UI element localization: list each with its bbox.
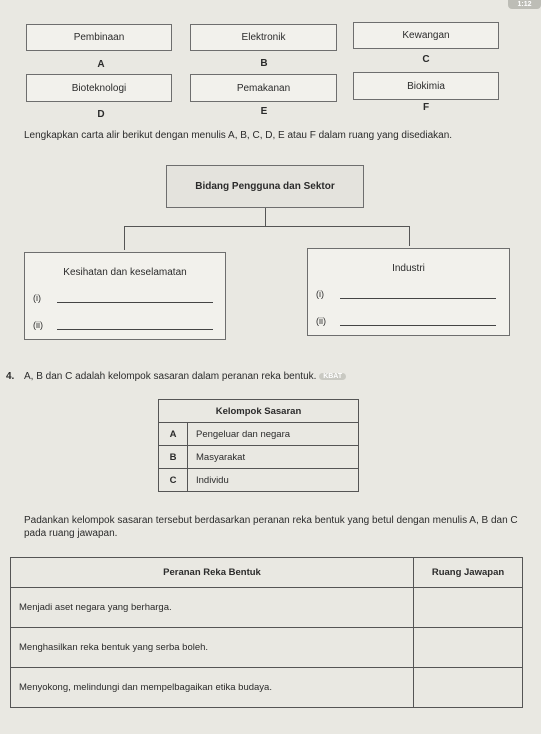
instruction-text: Lengkapkan carta alir berikut dengan menulis A, B, C, D, E atau F dalam ruang yang disediakan. [24, 130, 453, 141]
chart-root-label: Bidang Pengguna dan Sektor [195, 181, 335, 192]
answer-row [11, 628, 523, 668]
answer-blank[interactable] [57, 302, 213, 303]
matching-instruction: Padankan kelompok sasaran tersebut berdasarkan peranan reka bentuk yang betul dengan menulis A, B dan C pada ruang jawapan. [24, 515, 518, 539]
connector-line [265, 208, 266, 226]
option-label: Biokimia [407, 80, 445, 92]
row-code: A [159, 423, 188, 446]
answer-blank[interactable] [57, 329, 213, 330]
option-box-biokimia [353, 72, 499, 100]
option-box-bioteknologi [26, 74, 172, 102]
option-label: Pembinaan [73, 32, 125, 43]
answer-space[interactable] [414, 628, 523, 668]
chart-right-title: Industri [392, 263, 425, 274]
option-label: Kewangan [402, 30, 450, 41]
answer-role-text: Menjadi aset negara yang berharga. [11, 588, 414, 628]
option-letter-c: C [422, 54, 430, 65]
question-4-text: A, B dan C adalah kelompok sasaran dalam peranan reka bentuk. [24, 371, 317, 382]
chart-right-box [307, 248, 510, 336]
answer-col-role: Peranan Reka Bentuk [11, 558, 414, 588]
connector-line [124, 226, 410, 227]
answer-table [10, 557, 523, 708]
option-box-kewangan [353, 22, 499, 49]
option-letter-f: F [422, 102, 430, 113]
page-badge: 1:12 [508, 0, 541, 9]
row-label: Individu [188, 469, 359, 492]
row-label: Pengeluar dan negara [188, 423, 359, 446]
answer-role-text: Menyokong, melindungi dan mempelbagaikan etika budaya. [11, 668, 414, 708]
chart-left-box [24, 252, 226, 340]
answer-row [11, 668, 523, 708]
option-label: Pemakanan [236, 82, 291, 94]
answer-row [11, 588, 523, 628]
table-row [159, 446, 359, 469]
answer-blank[interactable] [340, 298, 496, 299]
table-row [159, 469, 359, 492]
answer-space[interactable] [414, 588, 523, 628]
table-header: Kelompok Sasaran [159, 400, 359, 423]
question-number: 4. [6, 371, 15, 382]
option-label: Elektronik [241, 32, 286, 43]
option-box-pemakanan [190, 74, 337, 102]
row-code: B [159, 446, 188, 469]
option-box-pembinaan [26, 24, 172, 51]
option-box-elektronik [190, 24, 337, 51]
answer-table-header-row [11, 558, 523, 588]
chart-left-title: Kesihatan dan keselamatan [63, 267, 187, 278]
answer-role-text: Menghasilkan reka bentuk yang serba boleh. [11, 628, 414, 668]
answer-blank[interactable] [340, 325, 496, 326]
connector-line [409, 226, 410, 246]
blank-label-ii: (ii) [33, 320, 43, 330]
row-code: C [159, 469, 188, 492]
option-label: Bioteknologi [71, 82, 127, 94]
target-group-table [158, 399, 359, 492]
table-row [159, 423, 359, 446]
chart-root-box [166, 165, 364, 208]
option-letter-a: A [97, 59, 105, 70]
blank-label-ii: (ii) [316, 316, 326, 326]
blank-label-i: (i) [316, 289, 324, 299]
answer-col-space: Ruang Jawapan [414, 558, 523, 588]
option-letter-d: D [97, 109, 105, 120]
table-header-row [159, 400, 359, 423]
question-text [24, 371, 346, 382]
connector-line [124, 226, 125, 250]
option-letter-b: B [260, 58, 268, 69]
option-letter-e: E [260, 106, 268, 117]
blank-label-i: (i) [33, 293, 41, 303]
answer-space[interactable] [414, 668, 523, 708]
row-label: Masyarakat [188, 446, 359, 469]
kbat-badge: KBAT [319, 373, 346, 380]
